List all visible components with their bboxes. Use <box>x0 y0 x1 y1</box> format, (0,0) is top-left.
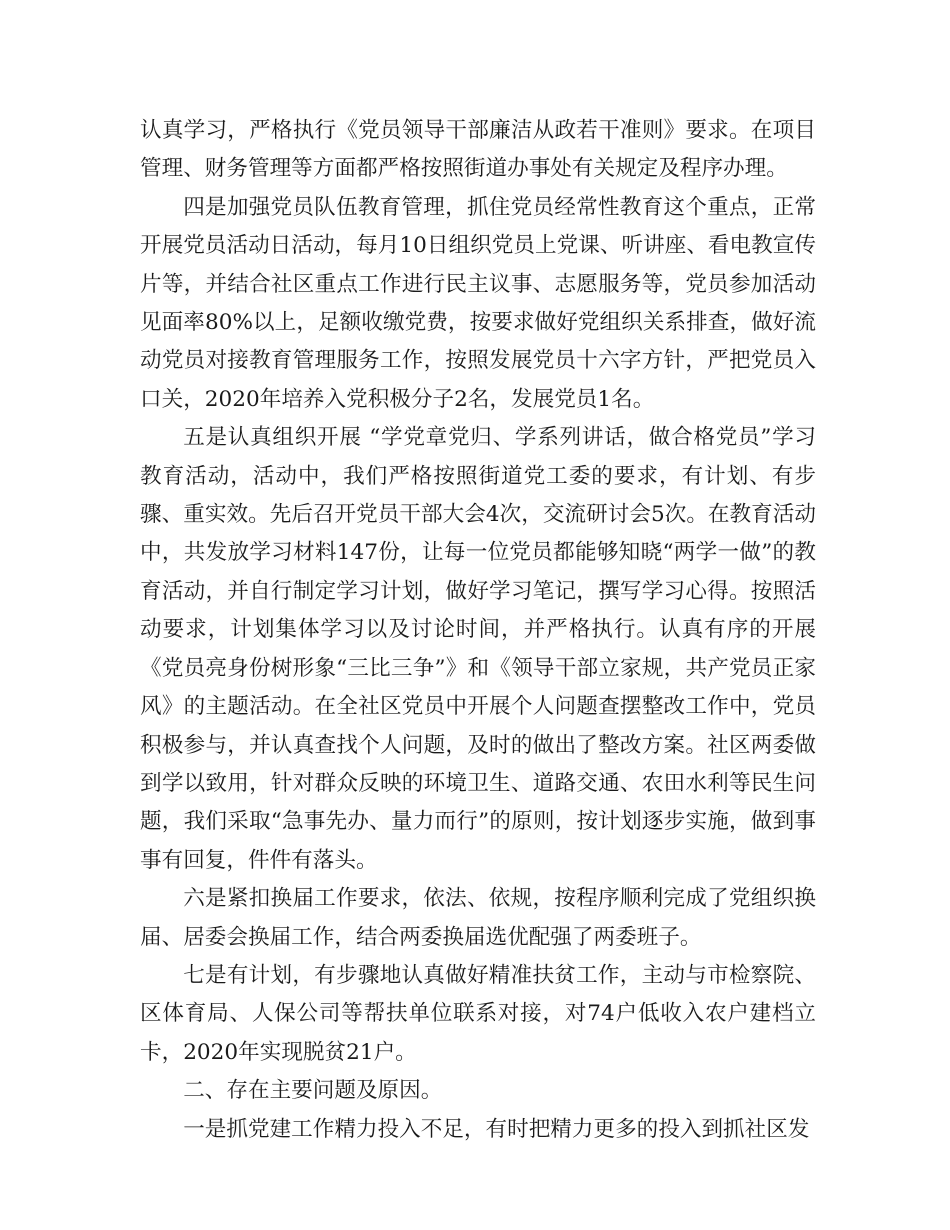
paragraph-continued-study: 认真学习，严格执行《党员领导干部廉洁从政若干准则》要求。在项目管理、财务管理等方面都严格按照街道办事处有关规定及程序办理。 <box>140 118 816 182</box>
paragraph-problem-one: 一是抓党建工作精力投入不足，有时把精力更多的投入到抓社区发 <box>183 1116 810 1142</box>
paragraph-item-five: 五是认真组织开展 “学党章党归、学系列讲话，做合格党员”学习教育活动，活动中，我们严格按照街道党工委的要求，有计划、有步骤、重实效。先后召开党员干部大会4次，交流研讨会5次。在教育活动中，共发放学习材料147份，让每一位党员都能够知晓“两学一做”的教育活动，并自行制定学习计划，做好学习笔记，撰写学习心得。按照活动要求，计划集体学习以及讨论时间，并严格执行。认真有序的开展《党员亮身份树形象“三比三争”》和《领导干部立家规，共产党员正家风》的主题活动。在全社区党员中开展个人问题查摆整改工作中，党员积极参与，并认真查找个人问题，及时的做出了整改方案。社区两委做到学以致用，针对群众反映的环境卫生、道路交通、农田水利等民生问题，我们采取“急事先办、量力而行”的原则，按计划逐步实施，做到事事有回复，件件有落头。 <box>140 425 816 873</box>
paragraph-item-six: 六是紧扣换届工作要求，依法、依规，按程序顺利完成了党组织换届、居委会换届工作，结合两委换届选优配强了两委班子。 <box>140 886 816 950</box>
section-heading-problems: 二、存在主要问题及原因。 <box>183 1078 443 1104</box>
paragraph-item-seven: 七是有计划，有步骤地认真做好精准扶贫工作，主动与市检察院、区体育局、人保公司等帮扶单位联系对接，对74户低收入农户建档立卡，2020年实现脱贫21户。 <box>140 962 816 1065</box>
paragraph-item-four: 四是加强党员队伍教育管理，抓住党员经常性教育这个重点，正常开展党员活动日活动，每月10日组织党员上党课、听讲座、看电教宣传片等，并结合社区重点工作进行民主议事、志愿服务等，党员参加活动见面率80%以上，足额收缴党费，按要求做好党组织关系排查，做好流动党员对接教育管理服务工作，按照发展党员十六字方针，严把党员入口关，2020年培养入党积极分子2名，发展党员1名。 <box>140 194 816 412</box>
document-body <box>140 112 816 1149</box>
